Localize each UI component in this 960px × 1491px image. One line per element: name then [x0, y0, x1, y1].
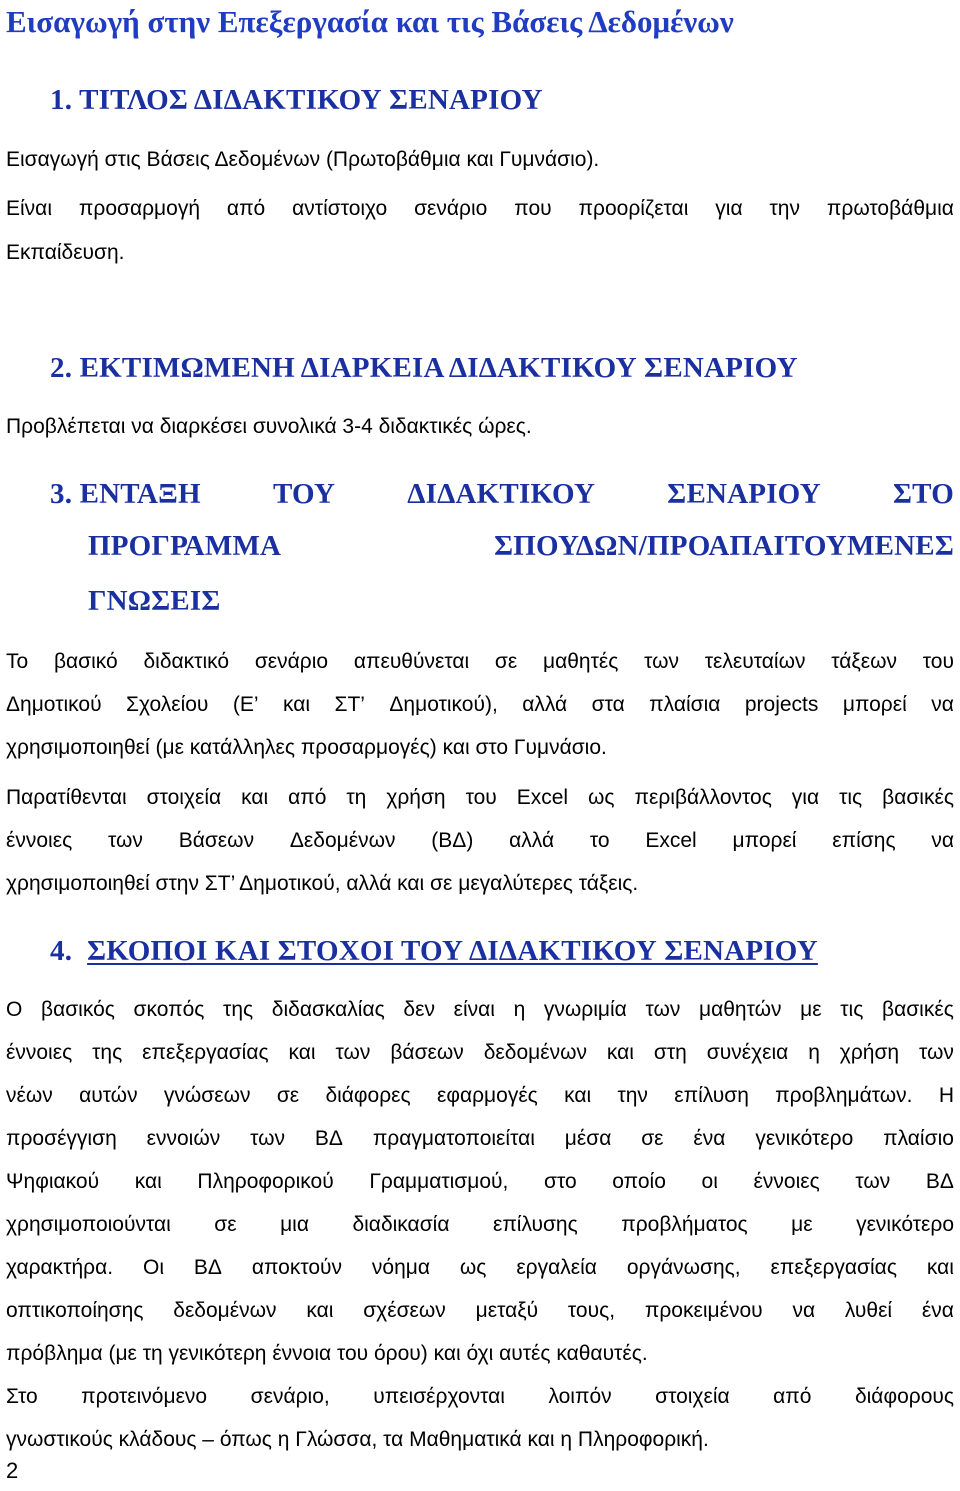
word: Ο — [6, 998, 23, 1021]
paragraph-line — [6, 988, 954, 1031]
word: πλαίσια — [649, 693, 721, 716]
word: Βάσεων — [178, 829, 255, 852]
word: επίσης — [832, 829, 896, 852]
word: ΔΙΔΑΚΤΙΚΟΥ — [407, 478, 596, 510]
word: εφαρμογές — [436, 1084, 538, 1107]
word: δεδομένων — [173, 1299, 277, 1322]
word: ΒΔ — [314, 1127, 343, 1150]
word: αλλά — [509, 829, 555, 852]
word: των — [645, 998, 681, 1021]
word: πρωτοβάθμια — [826, 197, 954, 220]
section-3-heading-line-3: ΓΝΩΣΕΙΣ — [88, 585, 221, 617]
word: τη — [346, 786, 367, 809]
word: Excel — [516, 786, 569, 809]
document-title: Εισαγωγή στην Επεξεργασία και τις Βάσεις Δεδομένων — [6, 4, 734, 39]
section-4-paragraph-2 — [6, 1375, 954, 1461]
word: διδασκαλίας — [271, 998, 385, 1021]
word: μαθητών — [699, 998, 782, 1021]
word: γνωριμία — [543, 998, 627, 1021]
word: αντίστοιχο — [292, 197, 388, 220]
word: των — [855, 1170, 891, 1193]
word: έννοιες — [6, 829, 73, 852]
word: νόημα — [371, 1256, 430, 1279]
word: λοιπόν — [548, 1385, 612, 1408]
word: των — [335, 1041, 371, 1064]
word: η — [513, 998, 526, 1021]
word: της — [223, 998, 254, 1021]
word: ως — [588, 786, 615, 809]
word: προτεινόμενο — [81, 1385, 208, 1408]
word: των — [919, 1041, 954, 1064]
word: βασικές — [882, 998, 954, 1021]
word: οι — [701, 1170, 718, 1193]
section-4-heading — [50, 935, 818, 968]
word: πραγματοποιείται — [372, 1127, 535, 1150]
word: στοιχεία — [655, 1385, 730, 1408]
paragraph-line — [6, 1375, 954, 1418]
word: των — [250, 1127, 286, 1150]
word: Είναι — [6, 197, 52, 220]
word: μπορεί — [842, 693, 907, 716]
word: διάφορους — [854, 1385, 954, 1408]
word: μπορεί — [732, 829, 797, 852]
word: σε — [494, 650, 518, 673]
word: είναι — [453, 998, 495, 1021]
word: βασικό — [53, 650, 118, 673]
word: δεν — [403, 998, 435, 1021]
word: Το — [6, 650, 29, 673]
word: σε — [214, 1213, 237, 1236]
paragraph-line — [6, 683, 954, 726]
word: στο — [544, 1170, 577, 1193]
word: με — [800, 998, 822, 1021]
word: γνώσεων — [163, 1084, 251, 1107]
word: μαθητές — [542, 650, 619, 673]
word: εννοιών — [146, 1127, 221, 1150]
section-1-line-3: Εκπαίδευση. — [6, 241, 125, 264]
word: αλλά — [522, 693, 568, 716]
word: Πληροφορικού — [197, 1170, 334, 1193]
word: αυτών — [79, 1084, 138, 1107]
word: διαδικασία — [352, 1213, 450, 1236]
paragraph-line — [6, 819, 954, 862]
word: και — [282, 693, 311, 716]
word: διδακτικό — [143, 650, 230, 673]
word: της — [92, 1041, 123, 1064]
word: και — [606, 1041, 634, 1064]
word: σε — [641, 1127, 664, 1150]
word: χαρακτήρα. — [6, 1256, 114, 1279]
word: στοιχεία — [146, 786, 222, 809]
word: περιβάλλοντος — [634, 786, 772, 809]
section-1-heading: 1. ΤΙΤΛΟΣ ΔΙΔΑΚΤΙΚΟΥ ΣΕΝΑΡΙΟΥ — [50, 84, 543, 116]
section-3-heading-line-2 — [88, 530, 954, 563]
word: προβλημάτων. — [775, 1084, 913, 1107]
word: από — [288, 786, 327, 809]
paragraph-line: γνωστικούς κλάδους – όπως η Γλώσσα, τα Μαθηματικά και η Πληροφορική. — [6, 1428, 709, 1451]
word: το — [589, 829, 610, 852]
paragraph-line: χρησιμοποιηθεί στην ΣΤ’ Δημοτικού, αλλά και σε μεγαλύτερες τάξεις. — [6, 872, 639, 895]
word: οπτικοποίησης — [6, 1299, 144, 1322]
word: μέσα — [564, 1127, 612, 1150]
word: επίλυση — [674, 1084, 749, 1107]
word: (ΒΔ) — [431, 829, 474, 852]
section-3-paragraph-2 — [6, 776, 954, 905]
word: επεξεργασίας — [142, 1041, 269, 1064]
word: γενικότερο — [755, 1127, 854, 1150]
word: οργάνωσης, — [626, 1256, 741, 1279]
word: τελευταίων — [704, 650, 806, 673]
word: χρήση — [386, 786, 446, 809]
paragraph-line — [6, 1246, 954, 1289]
word: Ψηφιακού — [6, 1170, 100, 1193]
word: ένα — [693, 1127, 726, 1150]
word: (Ε’ — [232, 693, 259, 716]
word: μεταξύ — [475, 1299, 539, 1322]
paragraph-line — [6, 1160, 954, 1203]
word: που — [514, 197, 552, 220]
word: Γραμματισμού, — [369, 1170, 509, 1193]
word: να — [931, 829, 954, 852]
word: απευθύνεται — [353, 650, 470, 673]
word: ΒΔ — [193, 1256, 222, 1279]
word: δεδομένων — [483, 1041, 587, 1064]
page-number: 2 — [6, 1458, 19, 1483]
paragraph-line — [6, 1074, 954, 1117]
word: νέων — [6, 1084, 53, 1107]
word: διάφορες — [325, 1084, 411, 1107]
word: τις — [840, 998, 864, 1021]
word: μια — [280, 1213, 309, 1236]
word: Οι — [142, 1256, 164, 1279]
word: προορίζεται — [578, 197, 689, 220]
word: των — [644, 650, 680, 673]
word: των — [108, 829, 143, 852]
word: σχέσεων — [363, 1299, 446, 1322]
word: ΒΔ — [925, 1170, 954, 1193]
word: βασικές — [882, 786, 954, 809]
word: βάσεων — [390, 1041, 464, 1064]
section-4-paragraph-1 — [6, 988, 954, 1375]
word: από — [226, 197, 266, 220]
word: Δεδομένων — [289, 829, 396, 852]
word: συνέχεια — [706, 1041, 789, 1064]
word: γενικότερο — [856, 1213, 954, 1236]
section-4-heading-text: ΣΚΟΠΟΙ ΚΑΙ ΣΤΟΧΟΙ ΤΟΥ ΔΙΔΑΚΤΙΚΟΥ ΣΕΝΑΡΙΟΥ — [87, 935, 818, 967]
word: τους, — [567, 1299, 616, 1322]
paragraph-line — [6, 1289, 954, 1332]
word: να — [792, 1299, 816, 1322]
word: οποίο — [612, 1170, 666, 1193]
section-1-line-1: Εισαγωγή στις Βάσεις Δεδομένων (Πρωτοβάθμια και Γυμνάσιο). — [6, 148, 600, 171]
word: προσέγγιση — [6, 1127, 117, 1150]
word: επίλυσης — [492, 1213, 578, 1236]
word: ΠΡΟΓΡΑΜΜΑ — [88, 530, 282, 562]
word: την — [617, 1084, 648, 1107]
word: ένα — [921, 1299, 954, 1322]
word: στα — [591, 693, 625, 716]
word: λυθεί — [844, 1299, 893, 1322]
paragraph-line — [6, 640, 954, 683]
word: και — [564, 1084, 592, 1107]
word: σενάριο, — [250, 1385, 330, 1408]
word: υπεισέρχονται — [373, 1385, 505, 1408]
word: ΤΟΥ — [272, 478, 336, 510]
word: αποκτούν — [251, 1256, 342, 1279]
word: σενάριο — [254, 650, 329, 673]
word: έννοιες — [753, 1170, 820, 1193]
word: για — [791, 786, 820, 809]
word: η — [808, 1041, 820, 1064]
word: Excel — [645, 829, 697, 852]
word: από — [773, 1385, 812, 1408]
word: Η — [938, 1084, 954, 1107]
word: και — [288, 1041, 316, 1064]
word: σενάριο — [414, 197, 488, 220]
word: ΣΤΟ — [893, 478, 954, 510]
word: βασικός — [40, 998, 115, 1021]
word: χρησιμοποιούνται — [6, 1213, 171, 1236]
word: εργαλεία — [516, 1256, 597, 1279]
word: Παρατίθενται — [6, 786, 127, 809]
word: έννοιες — [6, 1041, 73, 1064]
word: Στο — [6, 1385, 38, 1408]
word: του — [922, 650, 954, 673]
word: ΣΕΝΑΡΙΟΥ — [667, 478, 821, 510]
paragraph-line — [6, 1117, 954, 1160]
paragraph-line — [6, 776, 954, 819]
section-4-heading-number: 4. — [50, 935, 73, 967]
word: προκειμένου — [644, 1299, 763, 1322]
word: προβλήματος — [621, 1213, 748, 1236]
word: και — [926, 1256, 954, 1279]
word: και — [241, 786, 269, 809]
word: στη — [653, 1041, 687, 1064]
word: και — [306, 1299, 334, 1322]
paragraph-line — [6, 1031, 954, 1074]
paragraph-line — [6, 1203, 954, 1246]
section-1-line-2 — [6, 197, 954, 221]
word: τάξεων — [831, 650, 898, 673]
section-2-text: Προβλέπεται να διαρκέσει συνολικά 3-4 διδακτικές ώρες. — [6, 415, 532, 438]
word: Σχολείου — [126, 693, 209, 716]
word: με — [791, 1213, 813, 1236]
word: του — [465, 786, 497, 809]
word: πλαίσιο — [883, 1127, 954, 1150]
word: χρήση — [839, 1041, 900, 1064]
word: επεξεργασίας — [770, 1256, 897, 1279]
word: την — [769, 197, 800, 220]
paragraph-line: χρησιμοποιηθεί (με κατάλληλες προσαρμογές) και στο Γυμνάσιο. — [6, 736, 607, 759]
word: Δημοτικού), — [389, 693, 498, 716]
section-3-paragraph-1 — [6, 640, 954, 769]
word: Δημοτικού — [6, 693, 102, 716]
word: σκοπός — [133, 998, 205, 1021]
word: ως — [459, 1256, 487, 1279]
word: και — [134, 1170, 162, 1193]
word: για — [715, 197, 743, 220]
word: ΣΠΟΥΔΩΝ/ΠΡΟΑΠΑΙΤΟΥΜΕΝΕΣ — [494, 530, 954, 562]
word: ΣΤ’ — [334, 693, 365, 716]
section-2-heading: 2. ΕΚΤΙΜΩΜΕΝΗ ΔΙΑΡΚΕΙΑ ΔΙΔΑΚΤΙΚΟΥ ΣΕΝΑΡΙΟΥ — [50, 352, 798, 384]
section-3-heading-line-1 — [50, 478, 954, 511]
paragraph-line: πρόβλημα (με τη γενικότερη έννοια του όρου) και όχι αυτές καθαυτές. — [6, 1342, 648, 1365]
word: projects — [744, 693, 819, 716]
word: σε — [276, 1084, 300, 1107]
word: προσαρμογή — [78, 197, 201, 220]
word: τις — [839, 786, 863, 809]
word: 3. ΕΝΤΑΞΗ — [50, 478, 201, 510]
word: να — [931, 693, 954, 716]
